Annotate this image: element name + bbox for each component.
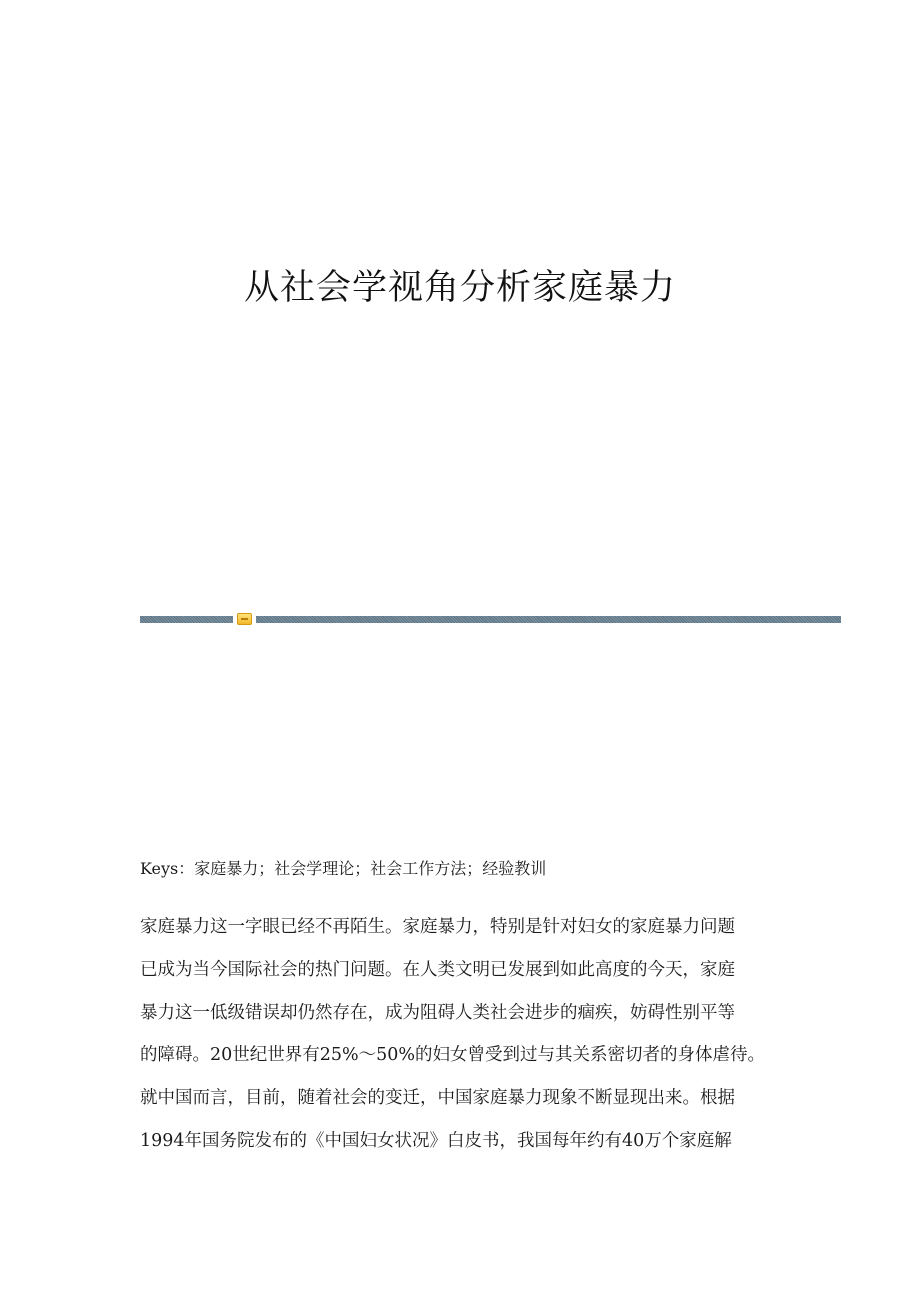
divider-bar-right xyxy=(256,616,841,623)
body-line: 就中国而言，目前，随着社会的变迁，中国家庭暴力现象不断显现出来。根据 xyxy=(140,1088,735,1109)
body-paragraph xyxy=(140,906,780,1163)
body-line: 的障碍。20世纪世界有25%～50%的妇女曾受到过与其关系密切者的身体虐待。 xyxy=(140,1045,766,1066)
document-title: 从社会学视角分析家庭暴力 xyxy=(243,268,676,308)
divider-bar-left xyxy=(140,616,233,623)
body-line: 家庭暴力这一字眼已经不再陌生。家庭暴力，特别是针对妇女的家庭暴力问题 xyxy=(140,917,735,937)
body-line: 已成为当今国际社会的热门问题。在人类文明已发展到如此高度的今天，家庭 xyxy=(140,959,735,980)
divider-ornament-icon xyxy=(237,613,252,625)
body-line: 暴力这一低级错误却仍然存在，成为阻碍人类社会进步的痼疾，妨碍性别平等 xyxy=(140,1002,735,1023)
section-divider xyxy=(140,613,841,625)
body-line: 1994年国务院发布的《中国妇女状况》白皮书，我国每年约有40万个家庭解 xyxy=(140,1130,732,1151)
keywords-line: Keys：家庭暴力；社会学理论；社会工作方法；经验教训 xyxy=(140,859,547,878)
